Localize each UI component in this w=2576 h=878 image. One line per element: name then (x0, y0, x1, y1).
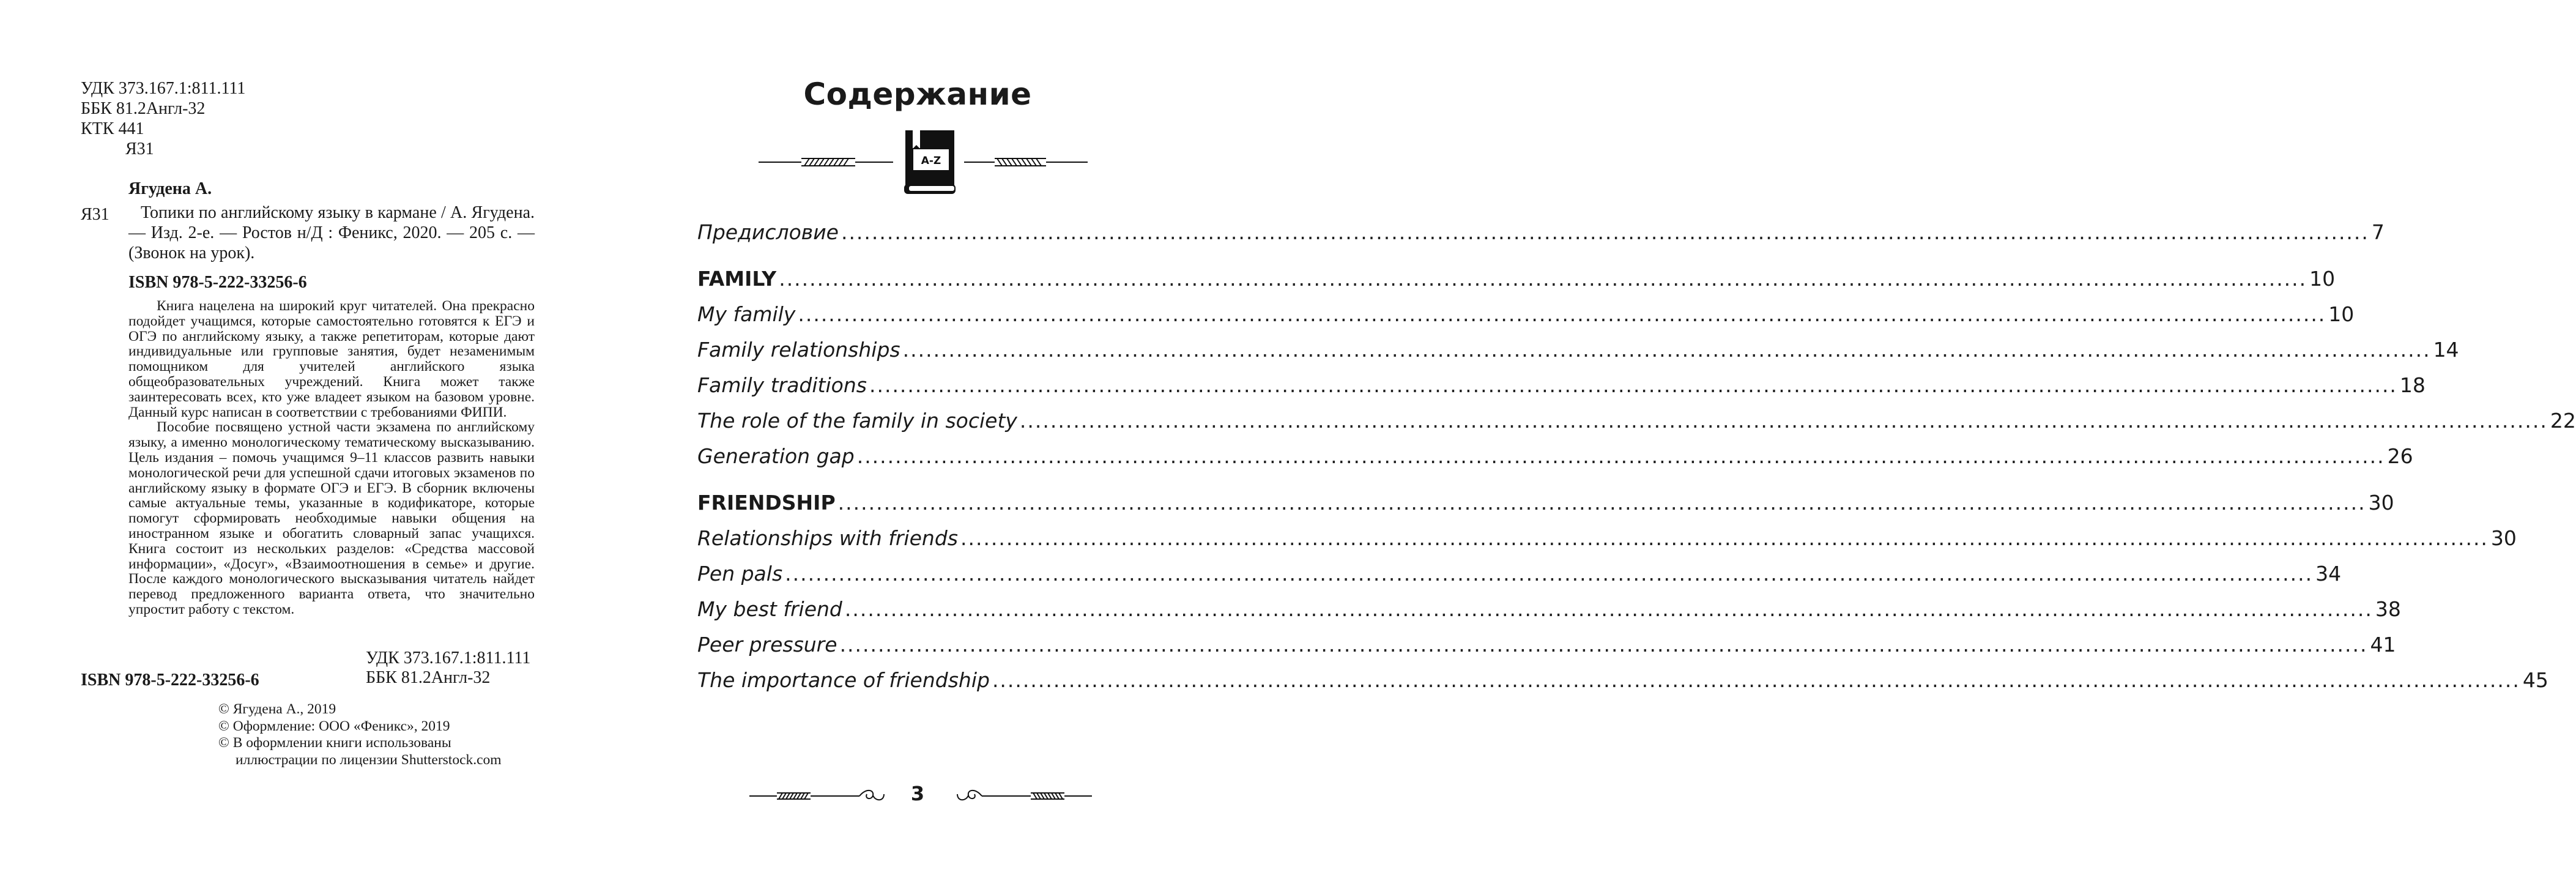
toc-entry-page: 10 (2309, 267, 2336, 291)
toc-entry[interactable] (697, 373, 2426, 409)
annotation-paragraph: Книга нацелена на широкий круг читателей. Она прекрасно подойдет учащимся, которые самостоятельно готовятся к ЕГЭ и ОГЭ по английскому языку, а также репетиторам, которые дают индивидуальные или групповые занятия, будет незаменимым помощником для учителей английского языка общеобразовательных учреждений. Книга может также заинтересовать всех, кто уже владеет языком на базовом уровне. Данный курс написан в соответствии с требованиями ФИПИ. (128, 298, 535, 420)
toc-section-heading[interactable] (697, 267, 2336, 302)
dot-leader: ........................................................................................................................................................................................................ (960, 526, 2489, 550)
book-icon (904, 130, 956, 194)
contents-page (612, 0, 2576, 878)
toc-entry-page: 7 (2371, 220, 2385, 244)
dot-leader: ........................................................................................................................................................................................................ (785, 562, 2314, 586)
bbk-code: ББК 81.2Англ-32 (81, 99, 206, 118)
dot-leader: ........................................................................................................................................................................................................ (856, 444, 2385, 468)
bibliographic-record: Топики по английскому языку в кармане / А. Ягудена. — Изд. 2-е. — Ростов н/Д : Феникс, 2020. — 205 с. — (Звонок на урок). (128, 203, 535, 262)
dot-leader: ........................................................................................................................................................................................................ (798, 302, 2326, 326)
toc-entry-title: FAMILY (697, 267, 777, 291)
author-name: Ягудена А. (128, 179, 212, 198)
toc-entry-title: Pen pals (697, 562, 783, 586)
toc-entry-title: Предисловие (697, 220, 839, 244)
toc-entry-title: FRIENDSHIP (697, 491, 836, 515)
copyright-line: © Ягудена А., 2019 (218, 701, 336, 717)
udk-code: УДК 373.167.1:811.111 (81, 79, 246, 98)
toc-entry-page: 41 (2370, 633, 2396, 657)
dot-leader: ........................................................................................................................................................................................................ (1019, 409, 2548, 433)
isbn-bottom: ISBN 978-5-222-33256-6 (81, 671, 259, 690)
classification-codes (81, 78, 245, 159)
toc-entry-title: Generation gap (697, 444, 855, 468)
dot-leader: ........................................................................................................................................................................................................ (902, 338, 2431, 362)
toc-entry[interactable] (697, 633, 2396, 668)
dot-leader: ........................................................................................................................................................................................................ (869, 373, 2397, 397)
toc-entry-title: The role of the family in society (697, 409, 1017, 433)
bib-code: Я31 (81, 205, 109, 224)
toc-entry-title: Family relationships (697, 338, 900, 362)
toc-entry-title: Relationships with friends (697, 526, 958, 550)
toc-entry-title: Family traditions (697, 373, 867, 397)
toc-entry[interactable] (697, 526, 2517, 562)
toc-entry-page: 22 (2550, 409, 2576, 433)
dot-leader: ........................................................................................................................................................................................................ (779, 267, 2307, 291)
copyright-block (218, 701, 502, 768)
annotation (128, 299, 535, 617)
annotation-paragraph: Пособие посвящено устной части экзамена по английскому языку, а именно монологическому тематическому высказыванию. Цель издания – помочь учащимся 9–11 классов развить навыки монологической речи для успешной сдачи итоговых экзаменов по английскому языку в формате ОГЭ и ЕГЭ. В сборник включены самые актуальные темы, указанные в кодификаторе, которые помогут сформировать необходимые навыки общения на иностранном языке и обогатить словарный запас учащихся. Книга состоит из нескольких разделов: «Средства массовой информации», «Досуг», «Взаимоотношения в семье» и другие. После каждого монологического высказывания читатель найдет перевод предложенного варианта ответа, что значительно упростит работу с текстом. (128, 419, 535, 617)
toc-entry-page: 26 (2387, 444, 2413, 468)
copyright-line: © В оформлении книги использованы (218, 735, 451, 751)
toc-entry-page: 34 (2315, 562, 2342, 586)
isbn: ISBN 978-5-222-33256-6 (128, 273, 307, 292)
imprint-page (0, 0, 612, 878)
toc-entry[interactable] (697, 409, 2576, 444)
copyright-line: © Оформление: ООО «Феникс», 2019 (218, 718, 450, 734)
toc-entry[interactable] (697, 302, 2355, 338)
toc-entry-page: 30 (2368, 491, 2394, 515)
toc-entry[interactable] (697, 668, 2548, 704)
right-rope-divider (964, 158, 1088, 166)
toc-entry[interactable] (697, 562, 2342, 597)
page-number: 3 (910, 782, 925, 805)
bbk-code-bottom: ББК 81.2Англ-32 (366, 668, 491, 687)
toc-section-heading[interactable] (697, 491, 2394, 526)
ktk-code: КТК 441 (81, 119, 144, 138)
toc-entry[interactable] (697, 444, 2413, 480)
toc-entry-page: 38 (2375, 597, 2401, 621)
author-code: Я31 (125, 140, 154, 158)
dot-leader: ........................................................................................................................................................................................................ (837, 491, 2366, 515)
toc-entry-page: 45 (2522, 668, 2548, 692)
table-of-contents (697, 220, 2576, 704)
toc-entry[interactable] (697, 220, 2385, 256)
toc-entry-title: My best friend (697, 597, 842, 621)
toc-entry-title: Peer pressure (697, 633, 837, 657)
dot-leader: ........................................................................................................................................................................................................ (841, 220, 2369, 244)
toc-entry[interactable] (697, 597, 2401, 633)
classification-codes-bottom (366, 649, 530, 688)
toc-entry-page: 30 (2490, 526, 2517, 550)
toc-entry-page: 10 (2328, 302, 2355, 326)
page-title: Содержание (803, 76, 1032, 112)
dot-leader: ........................................................................................................................................................................................................ (992, 668, 2520, 692)
toc-entry-page: 18 (2399, 373, 2426, 397)
dot-leader: ........................................................................................................................................................................................................ (839, 633, 2368, 657)
title-ornament (752, 125, 1095, 199)
book-icon-label: A-Z (921, 155, 941, 167)
copyright-line: иллюстрации по лицензии Shutterstock.com (236, 751, 502, 768)
left-rope-divider (759, 158, 893, 166)
dot-leader: ........................................................................................................................................................................................................ (844, 597, 2373, 621)
toc-entry[interactable] (697, 338, 2459, 373)
toc-entry-page: 14 (2433, 338, 2459, 362)
toc-entry-title: The importance of friendship (697, 668, 990, 692)
toc-entry-title: My family (697, 302, 796, 326)
udk-code-bottom: УДК 373.167.1:811.111 (366, 649, 531, 668)
